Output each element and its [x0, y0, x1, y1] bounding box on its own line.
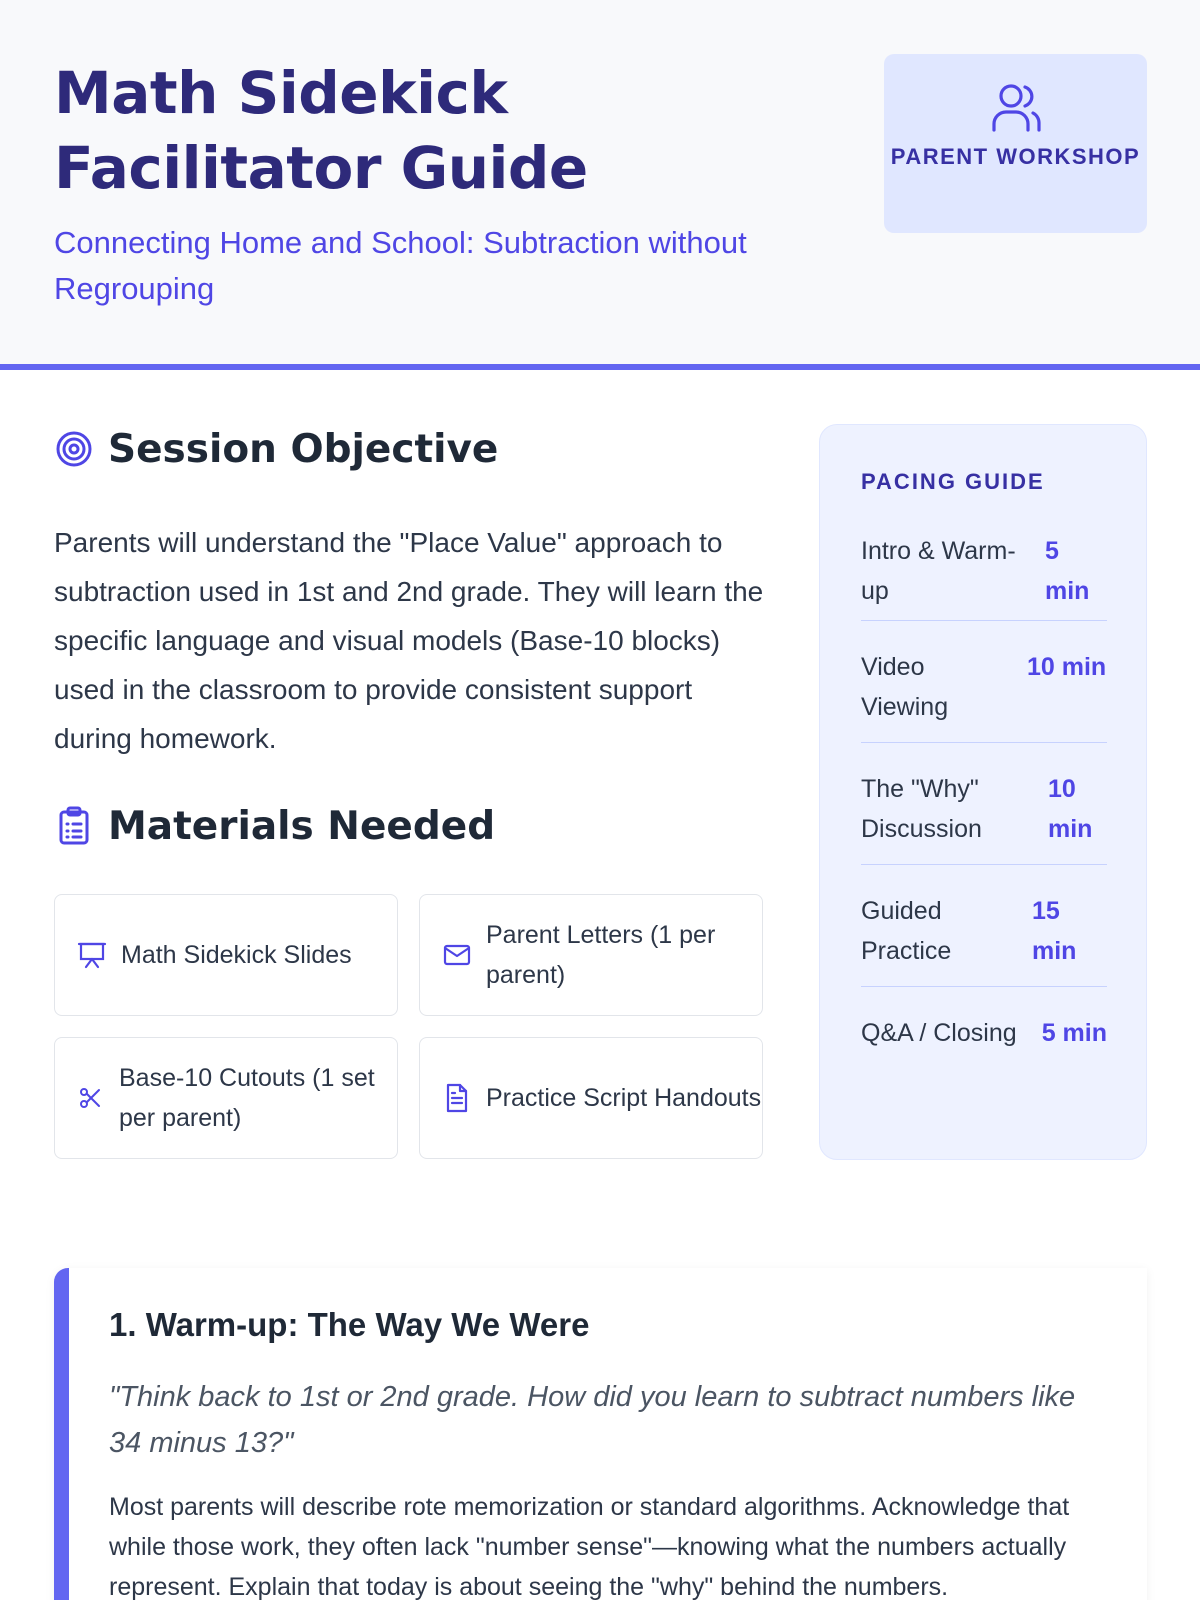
- pacing-row-label: Intro & Warm-up: [861, 537, 1016, 605]
- objective-text: Parents will understand the "Place Value" approach to subtraction used in 1st and 2nd grade. They will learn the specific language and visual models (Base-10 blocks) used in the classroom to provide consistent support during homework.: [54, 527, 764, 754]
- target-icon: [54, 429, 94, 469]
- pacing-title: PACING GUIDE: [861, 469, 1045, 494]
- objective-heading-text: Session Objective: [108, 426, 499, 472]
- warmup-quote: "Think back to 1st or 2nd grade. How did you learn to subtract numbers like 34 minus 13?": [109, 1381, 1076, 1459]
- pacing-row: [861, 865, 1107, 987]
- pacing-row-label: Q&A / Closing: [861, 1019, 1017, 1047]
- pacing-row-label: Guided Practice: [861, 897, 952, 965]
- header: [0, 0, 1200, 370]
- pacing-row: [861, 743, 1107, 865]
- clipboard-icon: [54, 806, 94, 846]
- pacing-row: [861, 987, 1107, 1067]
- envelope-icon: [442, 940, 472, 970]
- pacing-row-time: 5 min: [1045, 537, 1090, 605]
- pacing-row-time: 10 min: [1027, 653, 1107, 681]
- material-item: [419, 1037, 763, 1159]
- workshop-badge: [884, 54, 1147, 233]
- materials-heading-text: Materials Needed: [108, 803, 496, 849]
- presentation-icon: [77, 940, 107, 970]
- warmup-card: [54, 1268, 1147, 1600]
- document-icon: [442, 1083, 472, 1113]
- scissors-icon: [75, 1083, 105, 1113]
- pacing-row: [861, 621, 1107, 743]
- material-item: [54, 894, 398, 1016]
- material-item: [54, 1037, 398, 1159]
- pacing-row-label: The "Why" Discussion: [861, 775, 982, 843]
- materials-heading: [54, 801, 495, 851]
- pacing-row-label: Video Viewing: [861, 653, 949, 721]
- pacing-guide: [819, 424, 1147, 1160]
- warmup-body: Most parents will describe rote memorization or standard algorithms. Acknowledge that while those work, they often lack "number sense"—knowing what the numbers actually represent. Explain that today is about seeing the "why" behind the numbers.: [109, 1493, 1070, 1600]
- badge-label: PARENT WORKSHOP: [890, 144, 1141, 169]
- material-label: Math Sidekick Slides: [121, 941, 352, 969]
- page-title: Math Sidekick Facilitator Guide: [54, 59, 588, 202]
- page-subtitle: Connecting Home and School: Subtraction without Regrouping: [54, 225, 747, 306]
- warmup-title: 1. Warm-up: The Way We Were: [109, 1306, 590, 1343]
- material-label: Practice Script Handouts: [486, 1084, 762, 1112]
- material-item: [419, 894, 763, 1016]
- material-label: Base-10 Cutouts (1 set per parent): [119, 1064, 375, 1132]
- objective-heading: [54, 424, 498, 474]
- pacing-row: [861, 525, 1107, 621]
- users-icon: [989, 82, 1043, 134]
- pacing-row-time: 15 min: [1032, 897, 1077, 965]
- pacing-row-time: 10 min: [1048, 775, 1093, 843]
- material-label: Parent Letters (1 per parent): [486, 921, 716, 989]
- pacing-row-time: 5 min: [1041, 1019, 1107, 1047]
